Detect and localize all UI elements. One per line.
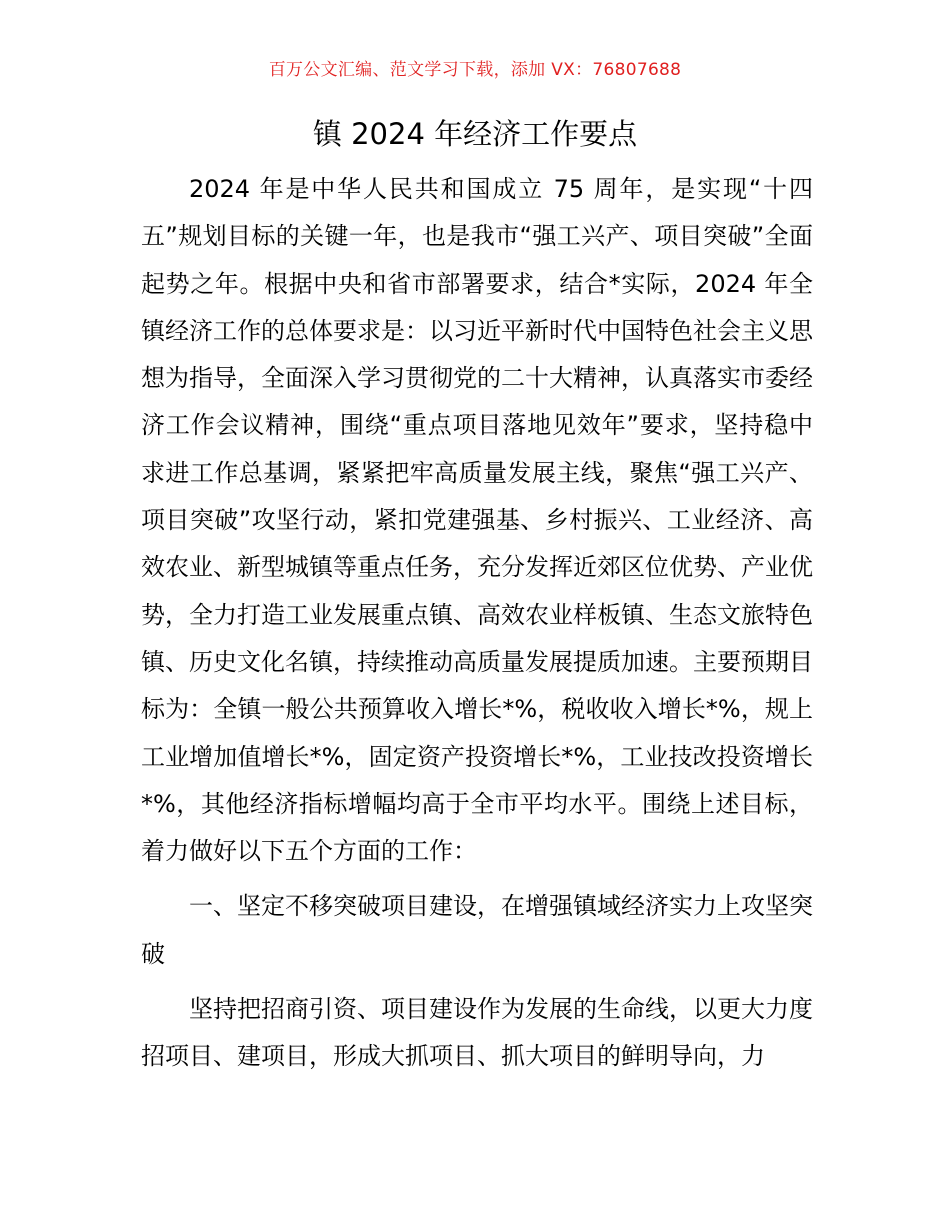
- section-one-heading: 一、坚定不移突破项目建设，在增强镇域经济实力上攻坚突破: [141, 892, 813, 968]
- document-title: 镇 2024 年经济工作要点: [312, 117, 638, 151]
- section-one-paragraph: 坚持把招商引资、项目建设作为发展的生命线，以更大力度招项目、建项目，形成大抓项目、抓大项目的鲜明导向，力: [141, 995, 813, 1071]
- header-promo-note: 百万公文汇编、范文学习下载，添加 VX：76807688: [268, 60, 682, 80]
- intro-paragraph: 2024 年是中华人民共和国成立 75 周年，是实现“十四五”规划目标的关键一年，也是我市“强工兴产、项目突破”全面起势之年。根据中央和省市部署要求，结合*实际，2024 年全镇经济工作的总体要求是：以习近平新时代中国特色社会主义思想为指导，全面深入学习贯彻党的二十大精神，认真落实市委经济工作会议精神，围绕“重点项目落地见效年”要求，坚持稳中求进工作总基调，紧紧把牢高质量发展主线，聚焦“强工兴产、项目突破”攻坚行动，紧扣党建强基、乡村振兴、工业经济、高效农业、新型城镇等重点任务，充分发挥近郊区位优势、产业优势，全力打造工业发展重点镇、高效农业样板镇、生态文旅特色镇、历史文化名镇，持续推动高质量发展提质加速。主要预期目标为：全镇一般公共预算收入增长*%，税收收入增长*%，规上工业增加值增长*%，固定资产投资增长*%，工业技改投资增长*%，其他经济指标增幅均高于全市平均水平。围绕上述目标，着力做好以下五个方面的工作：: [141, 175, 813, 866]
- document-body: [141, 166, 813, 1081]
